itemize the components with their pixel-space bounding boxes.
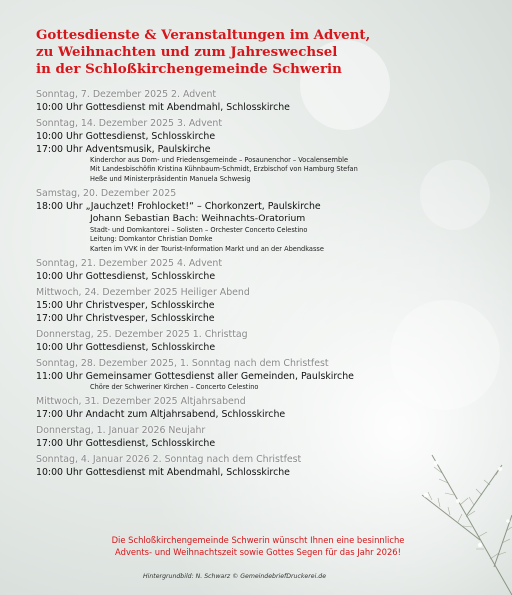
event-line: 10:00 Uhr Gottesdienst, Schlosskirche bbox=[36, 131, 216, 142]
event-item bbox=[36, 395, 486, 421]
event-note: Chöre der Schweriner Kirchen – Concerto Celestino bbox=[90, 382, 259, 391]
event-item bbox=[36, 286, 486, 325]
event-date: Donnerstag, 1. Januar 2026 Neujahr bbox=[36, 425, 206, 437]
footer-line: Die Schloßkirchengemeinde Schwerin wünscht Ihnen eine besinnliche bbox=[111, 535, 405, 545]
event-line: 17:00 Uhr Christvesper, Schlosskirche bbox=[36, 312, 215, 324]
event-line: 10:00 Uhr Gottesdienst, Schlosskirche bbox=[36, 270, 216, 282]
event-line: 10:00 Uhr Gottesdienst, Schlosskirche bbox=[36, 341, 216, 353]
title-line: in der Schloßkirchengemeinde Schwerin bbox=[36, 61, 342, 77]
greeting-footer bbox=[48, 534, 468, 558]
event-item bbox=[36, 117, 486, 184]
event-list bbox=[36, 88, 486, 482]
event-date: Samstag, 20. Dezember 2025 bbox=[36, 188, 177, 200]
event-line: 10:00 Uhr Gottesdienst mit Abendmahl, Schlosskirche bbox=[36, 467, 290, 479]
event-note: Stadt- und Domkantorei – Solisten – Orchester Concerto Celestino bbox=[90, 225, 308, 234]
event-date: Mittwoch, 24. Dezember 2025 Heiliger Abend bbox=[36, 286, 250, 298]
event-line: 10:00 Uhr Gottesdienst mit Abendmahl, Schlosskirche bbox=[36, 102, 290, 113]
event-item bbox=[36, 424, 486, 450]
event-item bbox=[36, 328, 486, 354]
event-note: Heße und Ministerpräsidentin Manuela Schwesig bbox=[90, 174, 251, 183]
event-line: 15:00 Uhr Christvesper, Schlosskirche bbox=[36, 299, 215, 311]
page-title bbox=[36, 27, 476, 78]
image-credit: Hintergrundbild: N. Schwarz © GemeindebriefDruckerei.de bbox=[143, 573, 327, 580]
event-line: 17:00 Uhr Gottesdienst, Schlosskirche bbox=[36, 438, 216, 450]
event-subline: Johann Sebastian Bach: Weihnachts-Oratorium bbox=[90, 213, 306, 225]
title-line: Gottesdienste & Veranstaltungen im Advent, bbox=[36, 27, 371, 43]
title-line: zu Weihnachten und zum Jahreswechsel bbox=[36, 44, 338, 60]
event-note: Leitung: Domkantor Christian Domke bbox=[90, 235, 213, 244]
event-date: Sonntag, 14. Dezember 2025 3. Advent bbox=[36, 118, 223, 129]
event-item bbox=[36, 357, 486, 392]
event-date: Sonntag, 7. Dezember 2025 2. Advent bbox=[36, 89, 217, 100]
event-line: 17:00 Uhr Adventsmusik, Paulskirche bbox=[36, 144, 211, 155]
event-date: Sonntag, 4. Januar 2026 2. Sonntag nach dem Christfest bbox=[36, 454, 302, 466]
event-date: Sonntag, 21. Dezember 2025 4. Advent bbox=[36, 257, 223, 269]
event-date: Sonntag, 28. Dezember 2025, 1. Sonntag nach dem Christfest bbox=[36, 357, 329, 369]
event-line: 17:00 Uhr Andacht zum Altjahrsabend, Schlosskirche bbox=[36, 409, 286, 421]
event-date: Mittwoch, 31. Dezember 2025 Altjahrsabend bbox=[36, 396, 246, 408]
event-item bbox=[36, 453, 486, 479]
event-note: Mit Landesbischöfin Kristina Kühnbaum-Schmidt, Erzbischof von Hamburg Stefan bbox=[90, 165, 358, 174]
event-note: Kinderchor aus Dom- und Friedensgemeinde – Posaunenchor – Vocalensemble bbox=[90, 156, 349, 164]
event-date: Donnerstag, 25. Dezember 2025 1. Christtag bbox=[36, 328, 248, 340]
event-item bbox=[36, 187, 486, 254]
event-item bbox=[36, 88, 486, 114]
event-line: 18:00 Uhr „Jauchzet! Frohlocket!“ – Chorkonzert, Paulskirche bbox=[36, 201, 321, 213]
event-item bbox=[36, 257, 486, 283]
footer-line: Advents- und Weihnachtszeit sowie Gottes Segen für das Jahr 2026! bbox=[115, 547, 401, 557]
event-note: Karten im VVK in der Tourist-Information Markt und an der Abendkasse bbox=[90, 244, 324, 253]
event-line: 11:00 Uhr Gemeinsamer Gottesdienst aller Gemeinden, Paulskirche bbox=[36, 370, 354, 382]
